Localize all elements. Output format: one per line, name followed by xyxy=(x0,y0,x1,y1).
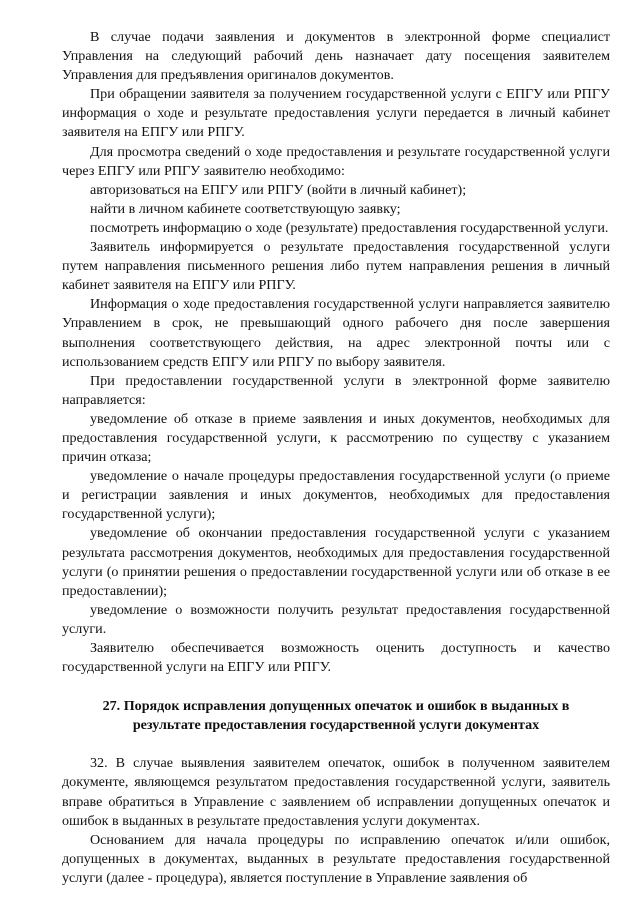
paragraph: Информация о ходе предоставления государственной услуги направляется заявителю Управлением в срок, не превышающий одного рабочего дня после завершения выполнения соответствующего действия, на адрес электронной почты или с использованием средств ЕПГУ или РПГУ по выбору заявителя. xyxy=(62,296,610,370)
paragraph: Основанием для начала процедуры по исправлению опечаток и/или ошибок, допущенных в документах, выданных в результате предоставления государственной услуги (далее - процедура), является поступление в Управление заявления об xyxy=(62,831,610,886)
list-item: уведомление об окончании предоставления государственной услуги с указанием результата рассмотрения документов, необходимых для предоставления государственной услуги (о принятии решения о предоставлении государственной услуги или об отказе в ее предоставлении); xyxy=(62,525,610,599)
section-heading: 27. Порядок исправления допущенных опечаток и ошибок в выданных в результате предоставления государственной услуги документах xyxy=(102,698,570,734)
list-item: авторизоваться на ЕПГУ или РПГУ (войти в личный кабинет); xyxy=(90,181,467,198)
list-item: посмотреть информацию о ходе (результате) предоставления государственной услуги. xyxy=(90,219,609,236)
list-item: уведомление о начале процедуры предоставления государственной услуги (о приеме и регистрации заявления и иных документов, необходимых для предоставления государственной услуги); xyxy=(62,468,610,523)
paragraph: Для просмотра сведений о ходе предоставления и результате государственной услуги через ЕПГУ или РПГУ заявителю необходимо: xyxy=(62,143,610,179)
paragraph: Заявителю обеспечивается возможность оценить доступность и качество государственной услуги на ЕПГУ или РПГУ. xyxy=(62,640,610,676)
list-item: уведомление о возможности получить результат предоставления государственной услуги. xyxy=(62,601,610,637)
paragraph: При предоставлении государственной услуги в электронной форме заявителю направляется: xyxy=(62,372,610,408)
paragraph: 32. В случае выявления заявителем опечаток, ошибок в полученном заявителем документе, являющемся результатом предоставления государственной услуги, заявитель вправе обратиться в Управление с заявлением об исправлении допущенных опечаток и ошибок в выданных в результате предоставления услуги документах. xyxy=(62,755,610,829)
paragraph: Заявитель информируется о результате предоставления государственной услуги путем направления письменного решения либо путем направления решения в личный кабинет заявителя на ЕПГУ или РПГУ. xyxy=(62,239,610,294)
paragraph: При обращении заявителя за получением государственной услуги с ЕПГУ или РПГУ информация о ходе и результате предоставления услуги передается в личный кабинет заявителя на ЕПГУ или РПГУ. xyxy=(62,86,610,141)
paragraph: В случае подачи заявления и документов в электронной форме специалист Управления на следующий рабочий день назначает дату посещения заявителем Управления для предъявления оригиналов документов. xyxy=(62,29,610,84)
list-item: уведомление об отказе в приеме заявления и иных документов, необходимых для предоставления государственной услуги, к рассмотрению по существу с указанием причин отказа; xyxy=(62,410,610,466)
list-item: найти в личном кабинете соответствующую заявку; xyxy=(90,200,401,217)
